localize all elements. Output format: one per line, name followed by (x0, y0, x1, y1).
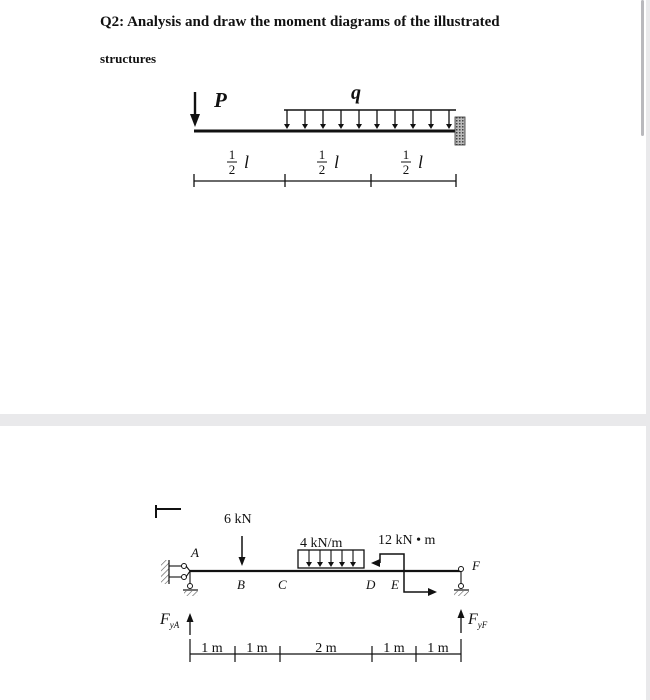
point-label-f: F (472, 558, 480, 573)
dimension-label (317, 147, 339, 177)
dimension-label: 1 m (246, 641, 268, 656)
dimension-label (227, 147, 249, 177)
question-title-continued: structures (100, 51, 157, 66)
structure-2-diagram (0, 426, 646, 700)
distributed-load-arrows (298, 550, 364, 568)
point-label-c: C (278, 577, 287, 592)
point-label-b: B (237, 577, 245, 592)
dimension-numerator: 1 (318, 147, 326, 162)
point-label-a: A (191, 545, 199, 560)
dimension-numerator: 1 (402, 147, 410, 162)
dimension-label: 1 m (427, 641, 449, 656)
fixed-support (455, 117, 465, 145)
pin-support-a (161, 560, 198, 596)
distributed-load-label: 4 kN/m (300, 536, 343, 551)
moment-arrowhead (428, 588, 437, 596)
point-label-d: D (366, 577, 376, 592)
scrollbar-thumb[interactable] (641, 0, 644, 136)
reaction-f (458, 609, 488, 633)
moment-arrowhead (371, 559, 380, 567)
dimension-denominator: 2 (318, 162, 326, 177)
distributed-load-label: q (351, 82, 361, 104)
moment-arrow (380, 554, 430, 592)
structure-2-card (0, 426, 646, 700)
dimension-numerator: 1 (228, 147, 236, 162)
dimension-label: 1 m (383, 641, 405, 656)
point-load-arrow (239, 536, 246, 566)
point-load-label: P (214, 88, 227, 112)
moment-label: 12 kN • m (378, 533, 436, 548)
dimension-label (401, 147, 423, 177)
point-load-arrow (190, 92, 200, 127)
point-load-label: 6 kN (224, 512, 252, 527)
dimension-variable: l (244, 152, 250, 172)
dimension-denominator: 2 (402, 162, 410, 177)
dimension-variable: l (334, 152, 340, 172)
distributed-load-arrows (284, 110, 456, 129)
svg-text:FyA: $F_{yA}$ (160, 611, 180, 630)
point-label-e: E (391, 577, 399, 592)
dimension-label: 2 m (315, 641, 337, 656)
dimension-label: 1 m (201, 641, 223, 656)
question-title: Q2: Analysis and draw the moment diagrams of the illustrated (100, 14, 500, 30)
dimension-variable: l (418, 152, 424, 172)
dimension-denominator: 2 (228, 162, 236, 177)
svg-text:FyF: $F_{yF}$ (468, 611, 488, 630)
reaction-a (159, 611, 194, 635)
